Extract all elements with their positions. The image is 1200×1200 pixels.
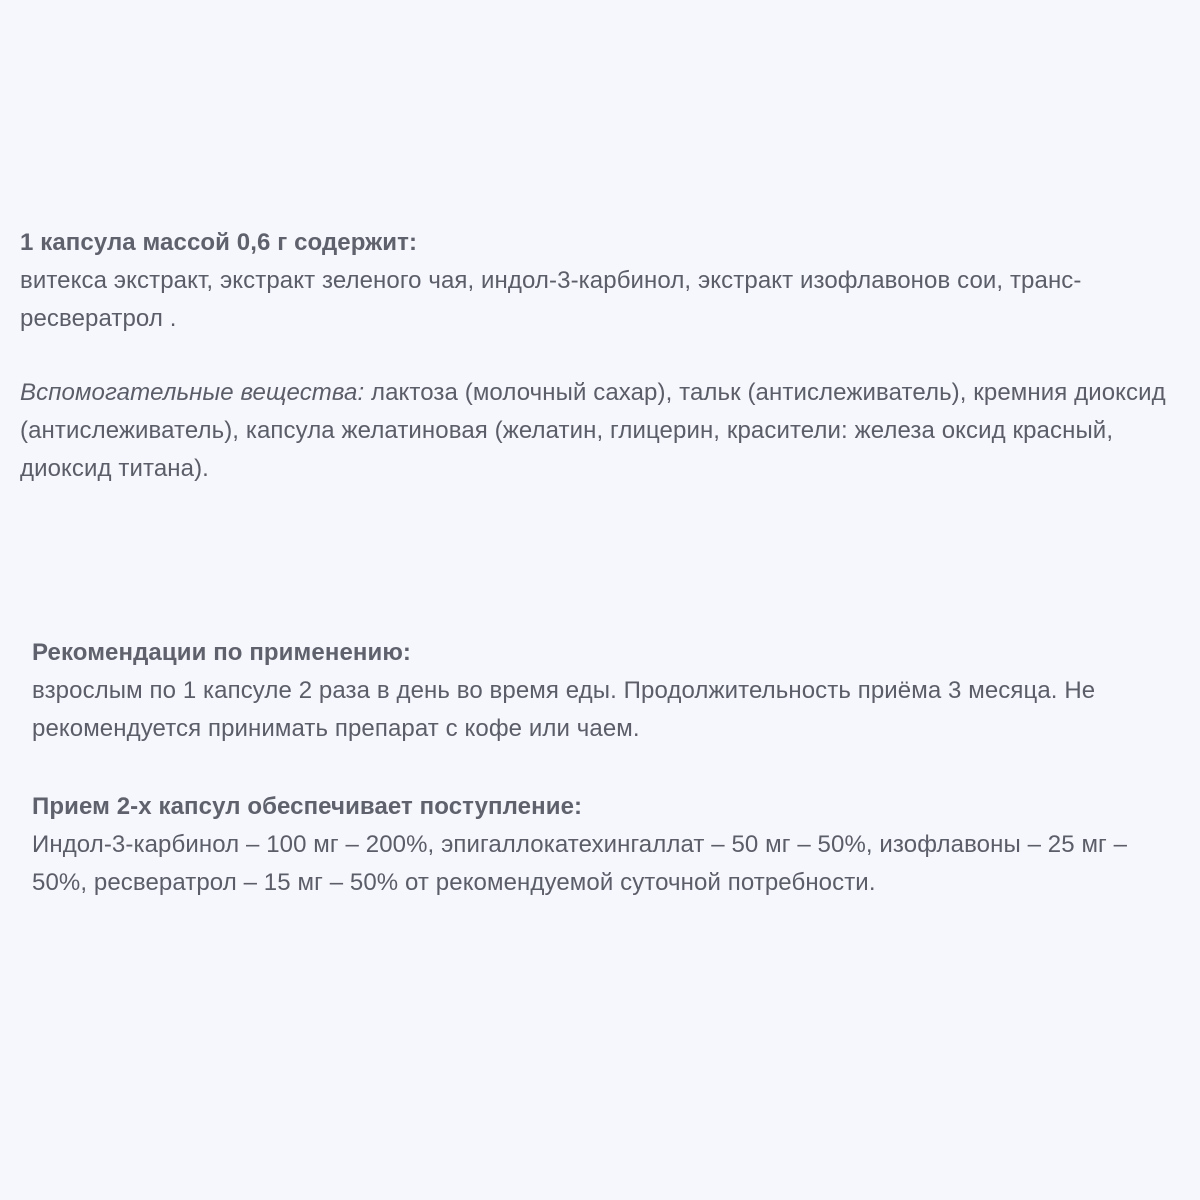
auxiliary-label: Вспомогательные вещества: — [20, 379, 365, 406]
usage-text: взрослым по 1 капсуле 2 раза в день во время еды. Продолжительность приёма 3 месяца. Не рекомендуется принимать препарат с кофе или чаем. — [32, 677, 1096, 742]
auxiliary-text: лактоза (молочный сахар), тальк (антислеживатель), кремния диоксид (антислеживатель), капсула желатиновая (желатин, глицерин, красители: железа оксид красный, диоксид титана). — [20, 379, 1166, 482]
composition-text: витекса экстракт, экстракт зеленого чая, индол-3-карбинол, экстракт изофлавонов сои, транс-ресвератрол . — [20, 267, 1082, 332]
auxiliary-substances-section — [20, 374, 1180, 488]
usage-heading: Рекомендации по применению: — [32, 639, 412, 666]
composition-section — [20, 224, 1180, 338]
intake-text: Индол-3-карбинол – 100 мг – 200%, эпигаллокатехингаллат – 50 мг – 50%, изофлавоны – 25 мг – 50%, ресвератрол – 15 мг – 50% от рекомендуемой суточной потребности. — [32, 831, 1128, 896]
intake-heading: Прием 2-х капсул обеспечивает поступление: — [32, 793, 583, 820]
composition-heading: 1 капсула массой 0,6 г содержит: — [20, 229, 418, 256]
intake-section — [32, 788, 1182, 902]
usage-section — [32, 634, 1172, 748]
